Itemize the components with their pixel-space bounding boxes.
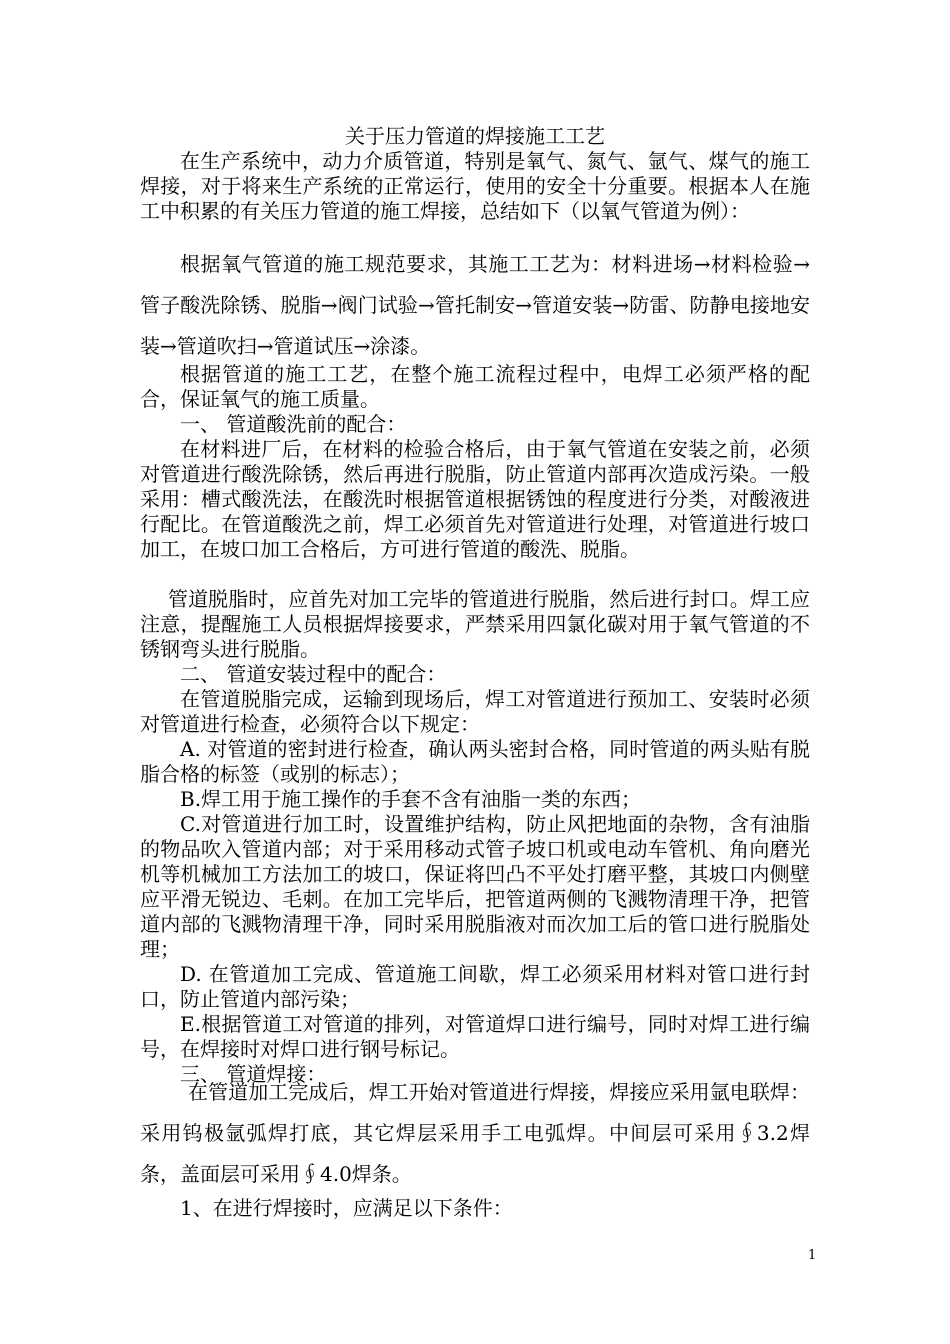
coordination-paragraph: 根据管道的施工工艺，在整个施工流程过程中，电焊工必须严格的配合，保证氧气的施工质量。 — [140, 362, 810, 411]
intro-paragraph: 在生产系统中，动力介质管道，特别是氧气、氮气、氩气、煤气的施工焊接，对于将来生产系统的正常运行，使用的安全十分重要。根据本人在施工中积累的有关压力管道的施工焊接，总结如下（以氧气管道为例）： — [140, 149, 810, 223]
section-3-heading: 三、 管道焊接： — [180, 1062, 327, 1086]
section-1-paragraph: 在材料进厂后，在材料的检验合格后，由于氧气管道在安装之前，必须对管道进行酸洗除锈，然后再进行脱脂，防止管道内部再次造成污染。一般采用：槽式酸洗法，在酸洗时根据管道根据锈蚀的程度进行分类，对酸液进行配比。在管道酸洗之前，焊工必须首先对管道进行处理，对管道进行坡口加工，在坡口加工合格后，方可进行管道的酸洗、脱脂。 — [140, 437, 810, 561]
section-1-heading: 一、 管道酸洗前的配合： — [180, 412, 407, 436]
list-item-a: A. 对管道的密封进行检查，确认两头密封合格，同时管道的两头贴有脱脂合格的标签（或别的标志）； — [140, 737, 810, 786]
page-number: 1 — [808, 1248, 817, 1263]
section-3-paragraph: 在管道加工完成后，焊工开始对管道进行焊接，焊接应采用氩电联焊：采用钨极氩弧焊打底，其它焊层采用手工电弧焊。中间层可采用∮3.2焊条，盖面层可采用∮4.0焊条。 — [140, 1080, 810, 1186]
section-2-heading: 二、 管道安装过程中的配合： — [180, 662, 447, 686]
list-item-b: B.焊工用于施工操作的手套不含有油脂一类的东西； — [180, 787, 642, 811]
list-item-d: D. 在管道加工完成、管道施工间歇，焊工必须采用材料对管口进行封口，防止管道内部污染； — [140, 962, 810, 1011]
list-item-c: C.对管道进行加工时，设置维护结构，防止风把地面的杂物，含有油脂的物品吹入管道内部；对于采用移动式管子坡口机或电动车管机、角向磨光机等机械加工方法加工的坡口，保证将凹凸不平处打磨平整，其坡口内侧壁应平滑无锐边、毛刺。在加工完毕后，把管道两侧的飞溅物清理干净，把管道内部的飞溅物清理干净，同时采用脱脂液对而次加工后的管口进行脱脂处理； — [140, 812, 810, 961]
section-1-degreasing-paragraph: 管道脱脂时，应首先对加工完毕的管道进行脱脂，然后进行封口。焊工应注意，提醒施工人员根据焊接要求，严禁采用四氯化碳对用于氧气管道的不锈钢弯头进行脱脂。 — [140, 587, 810, 661]
list-item-e: E.根据管道工对管道的排列，对管道焊口进行编号，同时对焊工进行编号，在焊接时对焊口进行钢号标记。 — [140, 1012, 810, 1061]
process-paragraph: 根据氧气管道的施工规范要求，其施工工艺为：材料进场→材料检验→管子酸洗除锈、脱脂→阀门试验→管托制安→管道安装→防雷、防静电接地安装→管道吹扫→管道试压→涂漆。 — [140, 252, 810, 358]
section-2-intro: 在管道脱脂完成，运输到现场后，焊工对管道进行预加工、安装时必须对管道进行检查，必须符合以下规定： — [140, 687, 810, 736]
document-title: 关于压力管道的焊接施工工艺 — [345, 124, 605, 148]
welding-condition-paragraph: 1、在进行焊接时，应满足以下条件： — [180, 1196, 513, 1220]
